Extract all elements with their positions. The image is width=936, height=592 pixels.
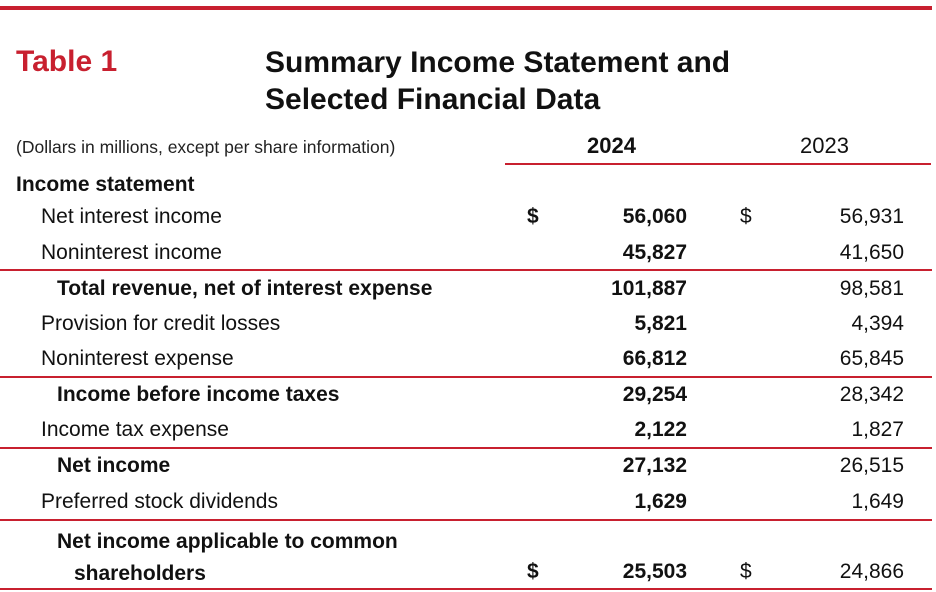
currency-symbol-2024: $	[527, 560, 539, 583]
value-2023: 56,931	[839, 205, 904, 228]
table-title-line-2: Selected Financial Data	[265, 83, 601, 116]
value-2023: 4,394	[851, 312, 904, 335]
value-2023: 65,845	[839, 347, 904, 370]
top-red-rule	[0, 6, 932, 10]
value-2024: 25,503	[622, 560, 687, 583]
currency-symbol-2023: $	[740, 205, 752, 228]
table-row-total-revenue	[0, 275, 936, 305]
value-2023: 28,342	[839, 383, 904, 406]
value-2023: 1,827	[851, 418, 904, 441]
row-label: Provision for credit losses	[41, 312, 281, 335]
value-2023: 1,649	[851, 490, 904, 513]
row-divider-rule	[0, 519, 932, 521]
row-label: Income tax expense	[41, 418, 229, 441]
row-label: Net income	[57, 454, 171, 477]
value-2024: 45,827	[622, 241, 687, 264]
row-label: Net interest income	[41, 205, 222, 228]
table-row-noninterest-income	[0, 239, 936, 269]
value-2024: 2,122	[634, 418, 687, 441]
row-label: Noninterest expense	[41, 347, 234, 370]
bottom-rule	[0, 588, 932, 590]
currency-symbol-2024: $	[527, 205, 539, 228]
value-2023: 24,866	[839, 560, 904, 583]
value-2024: 56,060	[622, 205, 687, 228]
table-row-net-income	[0, 452, 936, 482]
row-divider-rule	[0, 376, 932, 378]
table-title-line-1: Summary Income Statement and	[265, 46, 731, 79]
table-number-label: Table 1	[16, 45, 118, 78]
value-2024: 66,812	[622, 347, 687, 370]
table-title	[265, 44, 885, 118]
currency-symbol-2023: $	[740, 560, 752, 583]
table-row-preferred-dividends	[0, 488, 936, 518]
value-2023: 41,650	[839, 241, 904, 264]
row-label: Preferred stock dividends	[41, 490, 278, 513]
column-header-2024: 2024	[587, 133, 636, 158]
table-row-income-tax-expense	[0, 416, 936, 446]
table-row-net-income-common	[0, 558, 936, 588]
table-row-net-interest-income	[0, 203, 936, 233]
value-2024: 5,821	[634, 312, 687, 335]
value-2024: 27,132	[622, 454, 687, 477]
value-2024: 1,629	[634, 490, 687, 513]
row-divider-rule	[0, 269, 932, 271]
units-note: (Dollars in millions, except per share information)	[16, 137, 396, 157]
value-2023: 98,581	[839, 277, 904, 300]
row-label: Noninterest income	[41, 241, 222, 264]
final-row-label-line-2: shareholders	[74, 562, 206, 585]
value-2024: 101,887	[611, 277, 687, 300]
section-heading-income-statement: Income statement	[16, 173, 195, 196]
column-header-rule	[505, 163, 931, 165]
row-label: Income before income taxes	[57, 383, 340, 406]
final-row-label-line-1: Net income applicable to common	[57, 530, 398, 553]
column-header-2023: 2023	[800, 133, 849, 158]
value-2024: 29,254	[622, 383, 687, 406]
row-label: Total revenue, net of interest expense	[57, 277, 433, 300]
table-row-provision-credit-losses	[0, 310, 936, 340]
row-divider-rule	[0, 447, 932, 449]
table-row-income-before-taxes	[0, 381, 936, 411]
table-row-noninterest-expense	[0, 345, 936, 375]
value-2023: 26,515	[839, 454, 904, 477]
